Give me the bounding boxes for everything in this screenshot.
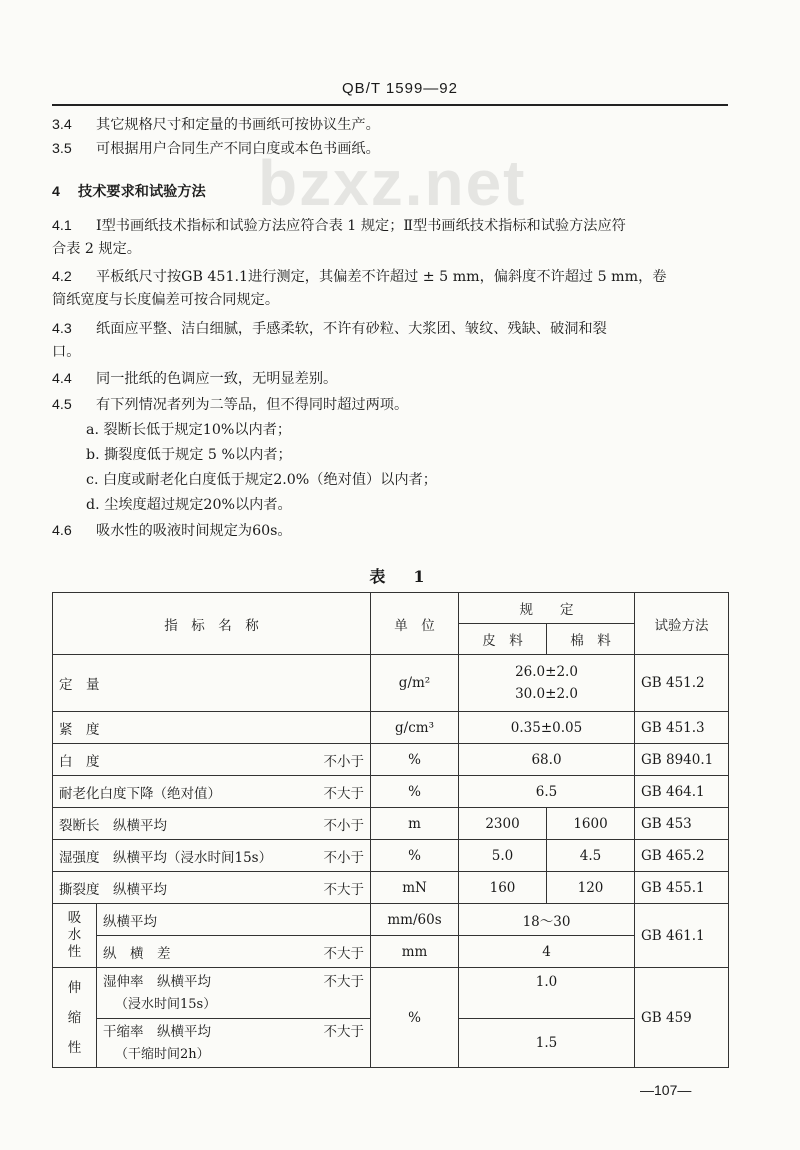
row-condition: 不小于 bbox=[323, 817, 364, 834]
clause-4-3 bbox=[52, 318, 728, 364]
row-unit: % bbox=[371, 744, 459, 776]
row-method: GB 8940.1 bbox=[635, 744, 729, 776]
row-unit: m bbox=[371, 808, 459, 840]
row-label bbox=[53, 808, 371, 840]
value-mian: 4.5 bbox=[547, 840, 635, 872]
row-value: 0.35±0.05 bbox=[459, 712, 635, 744]
clause-text-line1: 平板纸尺寸按GB 451.1进行测定，其偏差不许超过 ± 5 mm，偏斜度不许超过 5 mm，卷 bbox=[96, 269, 667, 285]
table-header-row bbox=[53, 593, 729, 624]
page-number: —107— bbox=[640, 1082, 692, 1098]
header-rule bbox=[52, 104, 728, 106]
row-label-text: 撕裂度 纵横平均 bbox=[59, 881, 167, 898]
row-label-text: 裂断长 纵横平均 bbox=[59, 817, 167, 834]
clause-number: 3.4 bbox=[52, 117, 72, 133]
clause-3-4 bbox=[52, 114, 728, 137]
row-condition: 不大于 bbox=[323, 881, 364, 898]
row-condition: 不大于 bbox=[323, 785, 364, 802]
list-item-c: c. 白度或耐老化白度低于规定2.0%（绝对值）以内者； bbox=[86, 472, 437, 488]
row-label bbox=[53, 744, 371, 776]
row-label bbox=[97, 1019, 371, 1068]
group-label: 吸水性 bbox=[53, 904, 97, 968]
row-method: GB 464.1 bbox=[635, 776, 729, 808]
row-label: 紧 度 bbox=[53, 712, 371, 744]
row-method: GB 465.2 bbox=[635, 840, 729, 872]
row-value: 68.0 bbox=[459, 744, 635, 776]
clause-3-5 bbox=[52, 138, 728, 161]
table-row bbox=[53, 840, 729, 872]
row-condition: 不大于 bbox=[323, 1023, 364, 1040]
row-unit: mN bbox=[371, 872, 459, 904]
clause-4-5 bbox=[52, 394, 728, 417]
header-mian: 棉 料 bbox=[547, 624, 635, 655]
row-unit: g/cm³ bbox=[371, 712, 459, 744]
table-row bbox=[53, 872, 729, 904]
row-label-text: 耐老化白度下降（绝对值） bbox=[59, 785, 221, 802]
doc-header: QB/T 1599—92 bbox=[342, 80, 458, 97]
group-char: 性 bbox=[67, 1039, 82, 1056]
clause-number: 4.6 bbox=[52, 523, 72, 539]
row-label bbox=[53, 776, 371, 808]
clause-number: 4.2 bbox=[52, 269, 72, 285]
watermark: bzxz.net bbox=[258, 147, 527, 219]
group-char: 伸 bbox=[67, 979, 82, 996]
table-row bbox=[53, 808, 729, 840]
row-method: GB 459 bbox=[635, 968, 729, 1068]
row-label bbox=[53, 840, 371, 872]
clause-text: 有下列情况者列为二等品，但不得同时超过两项。 bbox=[96, 397, 409, 413]
table-row bbox=[53, 968, 729, 1019]
row-unit: mm bbox=[371, 936, 459, 968]
row-label bbox=[97, 968, 371, 1019]
row-label-text: 白 度 bbox=[59, 753, 100, 770]
row-unit: mm/60s bbox=[371, 904, 459, 936]
clause-number: 3.5 bbox=[52, 141, 72, 157]
clause-text: 同一批纸的色调应一致，无明显差别。 bbox=[96, 371, 338, 387]
row-value bbox=[459, 655, 635, 712]
group-label bbox=[53, 968, 97, 1068]
row-label-text: 纵 横 差 bbox=[103, 945, 171, 962]
clause-number: 4.4 bbox=[52, 371, 72, 387]
value-pi: 5.0 bbox=[459, 840, 547, 872]
row-method: GB 451.3 bbox=[635, 712, 729, 744]
table-row bbox=[53, 904, 729, 936]
row-value: 1.5 bbox=[459, 1019, 635, 1068]
value-pi: 26.0±2.0 bbox=[515, 664, 578, 680]
row-value: 18～30 bbox=[459, 904, 635, 936]
clause-text-line1: Ⅰ型书画纸技术指标和试验方法应符合表 1 规定；Ⅱ型书画纸技术指标和试验方法应符 bbox=[96, 218, 626, 234]
section-4-heading bbox=[52, 181, 728, 204]
row-label bbox=[97, 936, 371, 968]
list-item-a: a. 裂断长低于规定10%以内者； bbox=[86, 422, 292, 438]
value-pi: 160 bbox=[459, 872, 547, 904]
row-method: GB 455.1 bbox=[635, 872, 729, 904]
value-mian: 120 bbox=[547, 872, 635, 904]
clause-text-line2: 合表 2 规定。 bbox=[52, 241, 141, 257]
row-condition: 不小于 bbox=[323, 849, 364, 866]
clause-4-2 bbox=[52, 266, 728, 312]
row-method: GB 453 bbox=[635, 808, 729, 840]
row-unit: % bbox=[371, 840, 459, 872]
clause-text-line1: 纸面应平整、洁白细腻，手感柔软，不许有砂粒、大浆团、皱纹、残缺、破洞和裂 bbox=[96, 321, 607, 337]
section-title: 技术要求和试验方法 bbox=[78, 184, 206, 200]
value-mian: 30.0±2.0 bbox=[515, 686, 578, 702]
table-caption: 表 1 bbox=[369, 567, 431, 586]
row-unit: g/m² bbox=[371, 655, 459, 712]
row-label-note: （干缩时间2h） bbox=[115, 1046, 210, 1062]
table-row bbox=[53, 936, 729, 968]
clause-text-line2: 筒纸宽度与长度偏差可按合同规定。 bbox=[52, 292, 280, 308]
row-label: 定 量 bbox=[53, 655, 371, 712]
list-item-b: b. 撕裂度低于规定 5 %以内者； bbox=[86, 447, 292, 463]
row-value: 4 bbox=[459, 936, 635, 968]
clause-text: 可根据用户合同生产不同白度或本色书画纸。 bbox=[96, 141, 380, 157]
row-method: GB 461.1 bbox=[635, 904, 729, 968]
row-value: 6.5 bbox=[459, 776, 635, 808]
row-label-note: （浸水时间15s） bbox=[115, 996, 217, 1012]
header-unit: 单 位 bbox=[371, 593, 459, 655]
table-row bbox=[53, 712, 729, 744]
clause-4-6 bbox=[52, 520, 728, 543]
row-label-text: 湿伸率 纵横平均 bbox=[103, 973, 211, 990]
clause-4-4 bbox=[52, 368, 728, 391]
section-number: 4 bbox=[52, 184, 60, 200]
row-method: GB 451.2 bbox=[635, 655, 729, 712]
row-label-text: 干缩率 纵横平均 bbox=[103, 1023, 211, 1040]
row-value: 1.0 bbox=[459, 968, 635, 1019]
header-spec: 规 定 bbox=[459, 593, 635, 624]
value-pi: 2300 bbox=[459, 808, 547, 840]
row-condition: 不小于 bbox=[323, 753, 364, 770]
clause-number: 4.5 bbox=[52, 397, 72, 413]
value-mian: 1600 bbox=[547, 808, 635, 840]
group-char: 缩 bbox=[67, 1009, 82, 1026]
row-condition: 不大于 bbox=[323, 945, 364, 962]
clause-text: 其它规格尺寸和定量的书画纸可按协议生产。 bbox=[96, 117, 380, 133]
header-name: 指 标 名 称 bbox=[53, 593, 371, 655]
row-label-text: 湿强度 纵横平均（浸水时间15s） bbox=[59, 849, 273, 866]
clause-number: 4.3 bbox=[52, 321, 72, 337]
list-item-d: d. 尘埃度超过规定20%以内者。 bbox=[86, 497, 292, 513]
clause-text-line2: 口。 bbox=[52, 344, 81, 360]
header-pi: 皮 料 bbox=[459, 624, 547, 655]
clause-text: 吸水性的吸液时间规定为60s。 bbox=[96, 523, 292, 539]
row-unit: % bbox=[371, 776, 459, 808]
table-row bbox=[53, 744, 729, 776]
table-row bbox=[53, 776, 729, 808]
row-label bbox=[53, 872, 371, 904]
spec-table bbox=[52, 592, 729, 1068]
table-row bbox=[53, 655, 729, 712]
clause-number: 4.1 bbox=[52, 218, 72, 234]
row-label: 纵横平均 bbox=[97, 904, 371, 936]
clause-4-1 bbox=[52, 215, 728, 261]
header-method: 试验方法 bbox=[635, 593, 729, 655]
row-unit: % bbox=[371, 968, 459, 1068]
row-condition: 不大于 bbox=[323, 973, 364, 990]
